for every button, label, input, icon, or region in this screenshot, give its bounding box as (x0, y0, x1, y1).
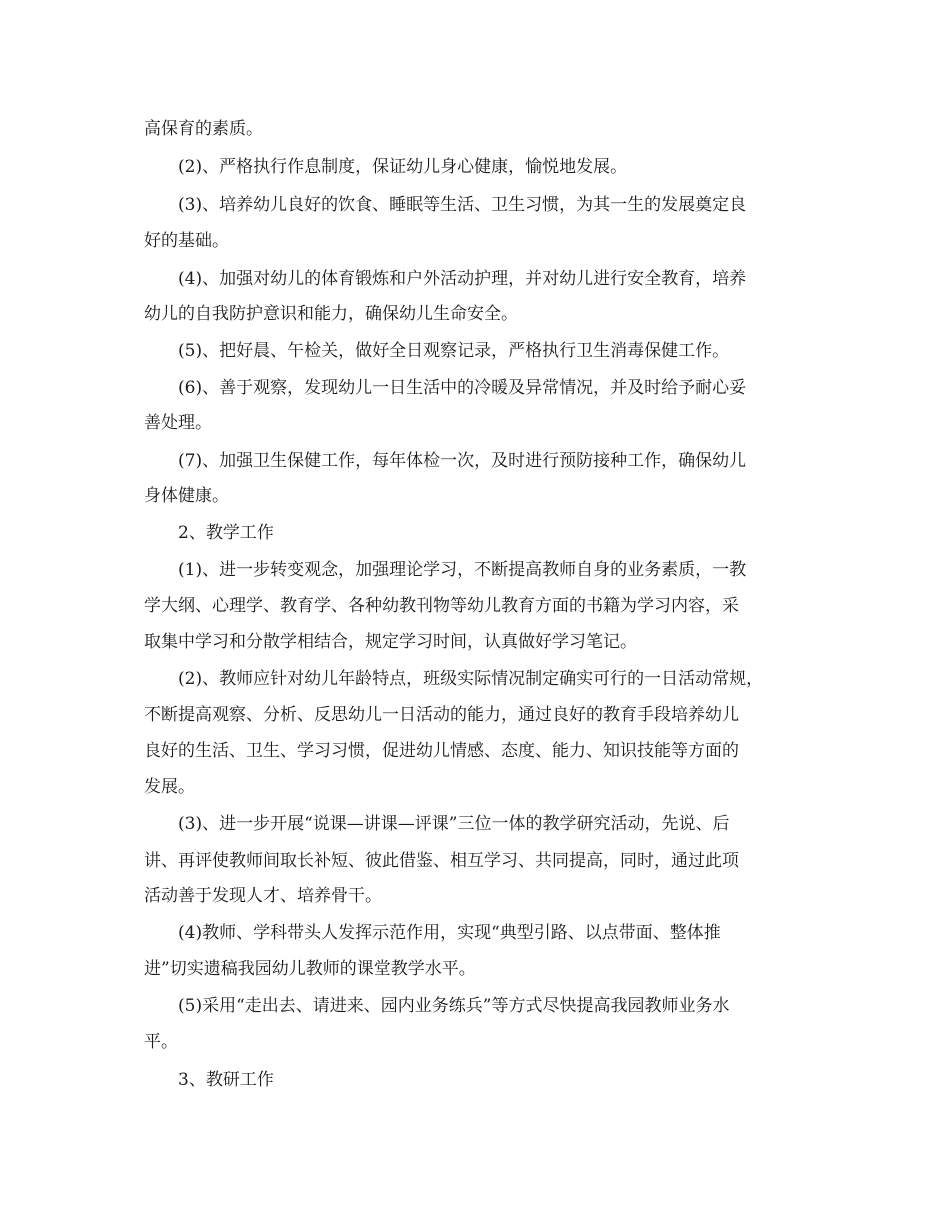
paragraph-line: (4)、加强对幼儿的体育锻炼和户外活动护理，并对幼儿进行安全教育，培养 (178, 269, 747, 289)
paragraph-line: (4)教师、学科带头人发挥示范作用，实现“典型引路、以点带面、整体推 (178, 923, 721, 943)
paragraph-line: 幼儿的自我防护意识和能力，确保幼儿生命安全。 (144, 304, 518, 324)
paragraph-line: (5)、把好晨、午检关，做好全日观察记录，严格执行卫生消毒保健工作。 (178, 341, 730, 361)
paragraph-line: 讲、再评使教师间取长补短、彼此借鉴、相互学习、共同提高，同时，通过此项 (144, 851, 739, 871)
paragraph-line: (5)采用“走出去、请进来、园内业务练兵”等方式尽快提高我园教师业务水 (178, 996, 730, 1016)
section-heading: 2、教学工作 (178, 523, 274, 543)
paragraph-line: 善处理。 (144, 413, 212, 433)
paragraph-line: 进”切实遗稿我园幼儿教师的课堂教学水平。 (144, 959, 476, 979)
paragraph-line: 良好的生活、卫生、学习习惯，促进幼儿情感、态度、能力、知识技能等方面的 (144, 741, 739, 761)
paragraph-line: 高保育的素质。 (144, 119, 263, 139)
paragraph-line: (3)、培养幼儿良好的饮食、睡眠等生活、卫生习惯，为其一生的发展奠定良 (178, 195, 747, 215)
paragraph-line: (6)、善于观察，发现幼儿一日生活中的冷暖及异常情况，并及时给予耐心妥 (178, 378, 747, 398)
paragraph-line: 取集中学习和分散学相结合，规定学习时间，认真做好学习笔记。 (144, 632, 637, 652)
paragraph-line: (2)、严格执行作息制度，保证幼儿身心健康，愉悦地发展。 (178, 157, 628, 177)
paragraph-line: 平。 (144, 1032, 178, 1052)
paragraph-line: 好的基础。 (144, 231, 229, 251)
paragraph-line: (2)、教师应针对幼儿年龄特点，班级实际情况制定确实可行的一日活动常规， (178, 669, 764, 689)
paragraph-line: 发展。 (144, 777, 195, 797)
paragraph-line: 活动善于发现人才、培养骨干。 (144, 886, 382, 906)
paragraph-line: (7)、加强卫生保健工作，每年体检一次，及时进行预防接种工作，确保幼儿 (178, 451, 747, 471)
section-heading: 3、教研工作 (178, 1070, 274, 1090)
paragraph-line: 不断提高观察、分析、反思幼儿一日活动的能力，通过良好的教育手段培养幼儿 (144, 705, 739, 725)
paragraph-line: 身体健康。 (144, 486, 229, 506)
paragraph-line: 学大纲、心理学、教育学、各种幼教刊物等幼儿教育方面的书籍为学习内容，采 (144, 596, 739, 616)
paragraph-line: (3)、进一步开展“说课—讲课—评课”三位一体的教学研究活动，先说、后 (178, 814, 730, 834)
paragraph-line: (1)、进一步转变观念，加强理论学习，不断提高教师自身的业务素质，一教 (178, 560, 747, 580)
